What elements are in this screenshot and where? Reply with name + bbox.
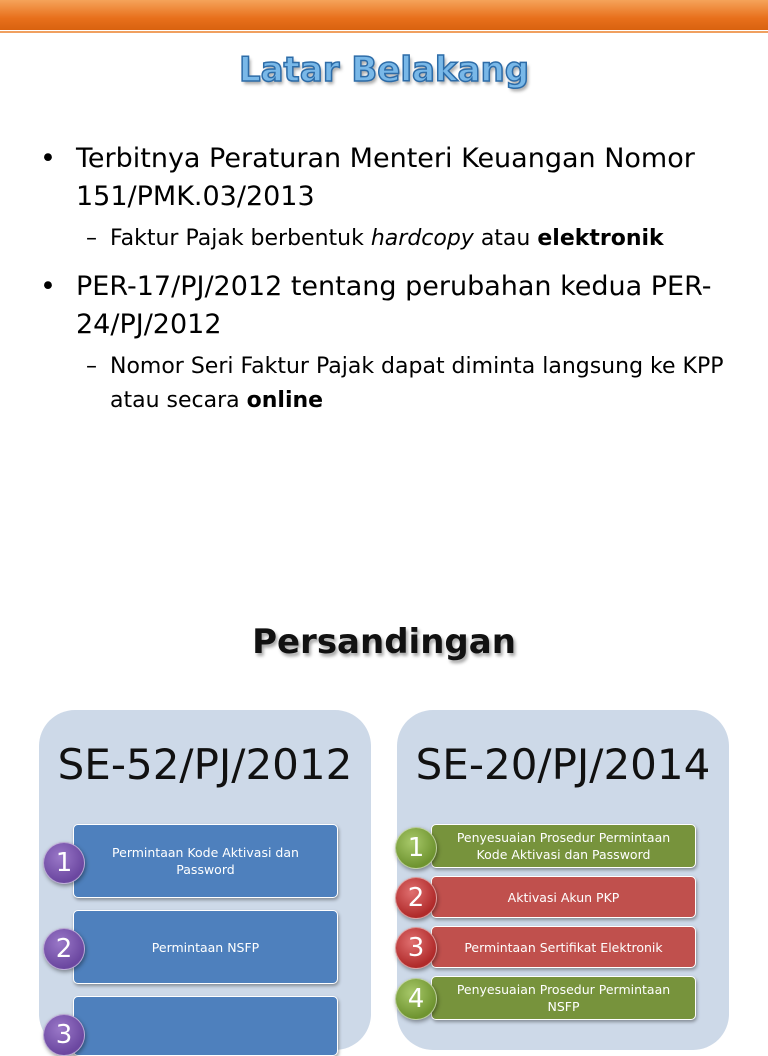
bullet-item [40, 140, 740, 216]
sub-bullet-item [40, 350, 740, 418]
sub-bullet-text-mid: atau [473, 226, 538, 251]
dash-icon: – [86, 226, 97, 251]
right-step-3 [431, 926, 696, 968]
sub-bullet-bold: online [246, 388, 324, 413]
step-number-badge: 2 [43, 928, 85, 970]
left-step-3 [73, 996, 338, 1056]
step-number-badge: 3 [43, 1014, 85, 1056]
left-panel [39, 710, 371, 1050]
bullet-dot-icon: • [40, 143, 56, 174]
step-number-badge: 4 [395, 978, 437, 1020]
sub-bullet-italic: hardcopy [370, 226, 474, 251]
bullet-dot-icon: • [40, 271, 56, 302]
sub-bullet-item [40, 222, 740, 256]
step-number-badge: 1 [43, 842, 85, 884]
bullet-text: Terbitnya Peraturan Menteri Keuangan Nomor 151/PMK.03/2013 [76, 143, 695, 212]
step-label: Aktivasi Akun PKP [507, 889, 620, 905]
step-number-badge: 3 [395, 927, 437, 969]
top-accent-bar [0, 0, 768, 30]
bullet-text: PER-17/PJ/2012 tentang perubahan kedua PER-24/PJ/2012 [76, 271, 712, 340]
step-label: Permintaan NSFP [151, 939, 260, 955]
sub-bullet-text: Faktur Pajak berbentuk [110, 226, 371, 251]
right-step-4 [431, 976, 696, 1020]
left-step-2 [73, 910, 338, 984]
sub-bullet-text: Nomor Seri Faktur Pajak dapat diminta langsung ke KPP atau secara [110, 354, 724, 413]
bullet-item [40, 268, 740, 344]
left-panel-heading: SE-52/PJ/2012 [57, 740, 353, 789]
slide-title: Latar Belakang [238, 50, 530, 90]
right-step-2 [431, 876, 696, 918]
top-accent-line [0, 31, 768, 33]
step-label: Penyesuaian Prosedur Permintaan Kode Aktivasi dan Password [456, 830, 671, 862]
right-panel-heading: SE-20/PJ/2014 [415, 740, 711, 789]
right-panel [397, 710, 729, 1050]
step-label: Permintaan Kode Aktivasi dan Password [112, 845, 299, 877]
comparison-title: Persandingan [252, 622, 516, 662]
right-step-1 [431, 824, 696, 868]
step-label: Penyesuaian Prosedur Permintaan NSFP [456, 982, 671, 1014]
step-number-badge: 1 [395, 827, 437, 869]
left-step-1 [73, 824, 338, 898]
dash-icon: – [86, 354, 97, 379]
step-number-badge: 2 [395, 877, 437, 919]
sub-bullet-bold: elektronik [537, 226, 664, 251]
step-label: Permintaan Sertifikat Elektronik [464, 939, 663, 955]
bullet-list [40, 140, 740, 430]
